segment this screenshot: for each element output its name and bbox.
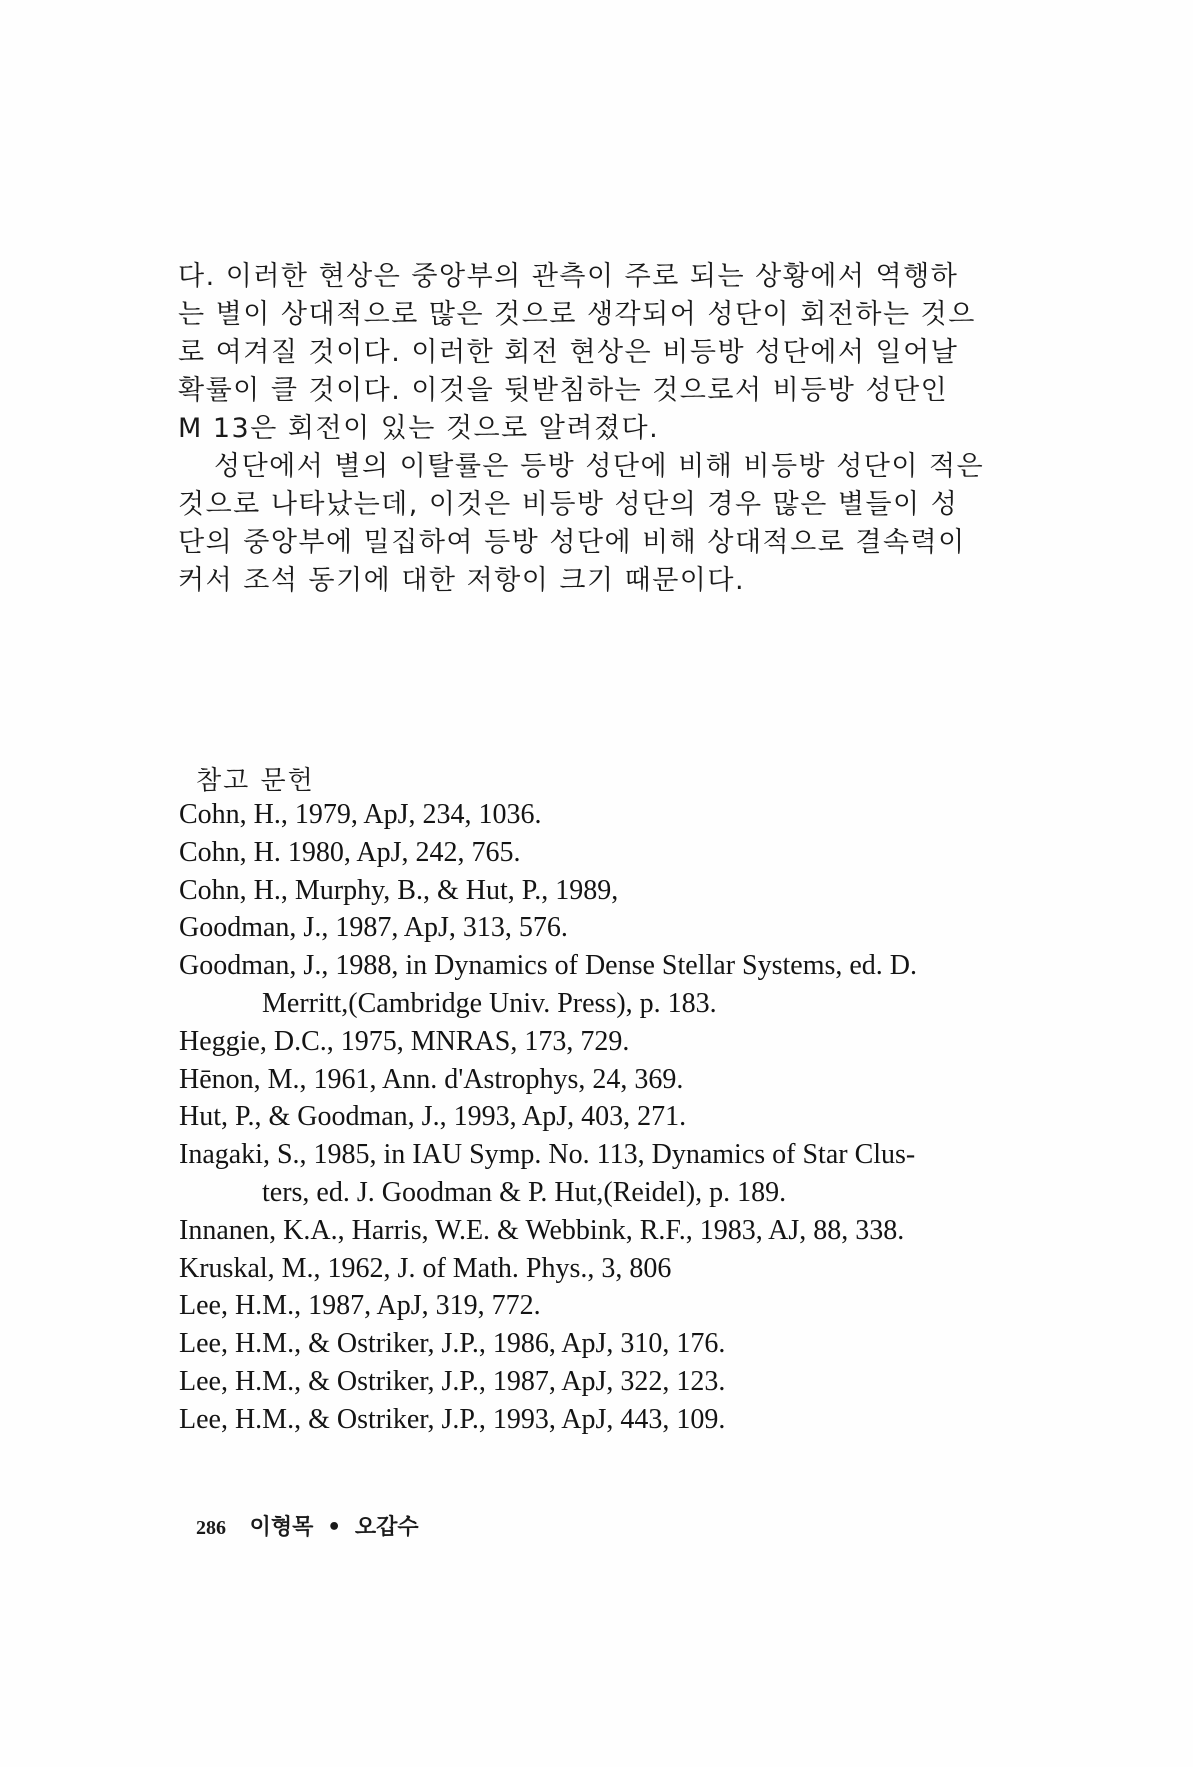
body-line: 커서 조석 동기에 대한 저항이 크기 때문이다. [178,565,746,596]
footer-author-2: 오갑수 [354,1515,419,1540]
reference-entry: Lee, H.M., & Ostriker, J.P., 1986, ApJ, 310, 176. [179,1328,726,1360]
reference-continuation: ters, ed. J. Goodman & P. Hut,(Reidel), p. 189. [262,1176,787,1208]
page-number: 286 [196,1517,226,1539]
reference-entry: Hut, P., & Goodman, J., 1993, ApJ, 403, 271. [179,1101,687,1133]
reference-entry: Cohn, H., Murphy, B., & Hut, P., 1989, [179,874,619,906]
reference-entry: Inagaki, S., 1985, in IAU Symp. No. 113, Dynamics of Star Clus- [179,1139,916,1171]
reference-entry: Hēnon, M., 1961, Ann. d'Astrophys, 24, 369. [179,1063,684,1095]
reference-entry: Innanen, K.A., Harris, W.E. & Webbink, R.F., 1983, AJ, 88, 338. [179,1214,905,1246]
reference-entry: Heggie, D.C., 1975, MNRAS, 173, 729. [179,1025,630,1057]
reference-entry: Lee, H.M., & Ostriker, J.P., 1993, ApJ, 443, 109. [179,1403,726,1435]
body-line: 것으로 나타났는데, 이것은 비등방 성단의 경우 많은 별들이 성 [178,489,959,520]
reference-entry: Lee, H.M., 1987, ApJ, 319, 772. [179,1290,541,1322]
reference-entry: Goodman, J., 1988, in Dynamics of Dense Stellar Systems, ed. D. [179,950,918,982]
reference-entry: Kruskal, M., 1962, J. of Math. Phys., 3, 806 [179,1252,672,1284]
body-line: 다. 이러한 현상은 중앙부의 관측이 주로 되는 상황에서 역행하 [178,261,959,292]
reference-entry: Lee, H.M., & Ostriker, J.P., 1987, ApJ, 322, 123. [179,1365,726,1397]
footer-separator: • [327,1515,342,1540]
reference-continuation: Merritt,(Cambridge Univ. Press), p. 183. [262,987,717,1019]
reference-entry: Cohn, H. 1980, ApJ, 242, 765. [179,836,521,868]
references-list [179,796,1079,1439]
body-line: 는 별이 상대적으로 많은 것으로 생각되어 성단이 회전하는 것으 [178,299,976,330]
body-line: 성단에서 별의 이탈률은 등방 성단에 비해 비등방 성단이 적은 [214,451,985,482]
body-line: 로 여겨질 것이다. 이러한 회전 현상은 비등방 성단에서 일어날 [178,337,959,368]
page-footer [196,1510,419,1541]
body-line: M 13은 회전이 있는 것으로 알려졌다. [178,413,660,444]
body-line: 단의 중앙부에 밀집하여 등방 성단에 비해 상대적으로 결속력이 [178,527,966,558]
reference-entry: Cohn, H., 1979, ApJ, 234, 1036. [179,799,542,830]
references-heading: 참고 문헌 [196,766,315,796]
body-line: 확률이 클 것이다. 이것을 뒷받침하는 것으로서 비등방 성단인 [178,375,949,406]
footer-author-1: 이형목 [249,1515,314,1540]
reference-entry: Goodman, J., 1987, ApJ, 313, 576. [179,912,568,944]
body-paragraphs [178,258,1078,600]
